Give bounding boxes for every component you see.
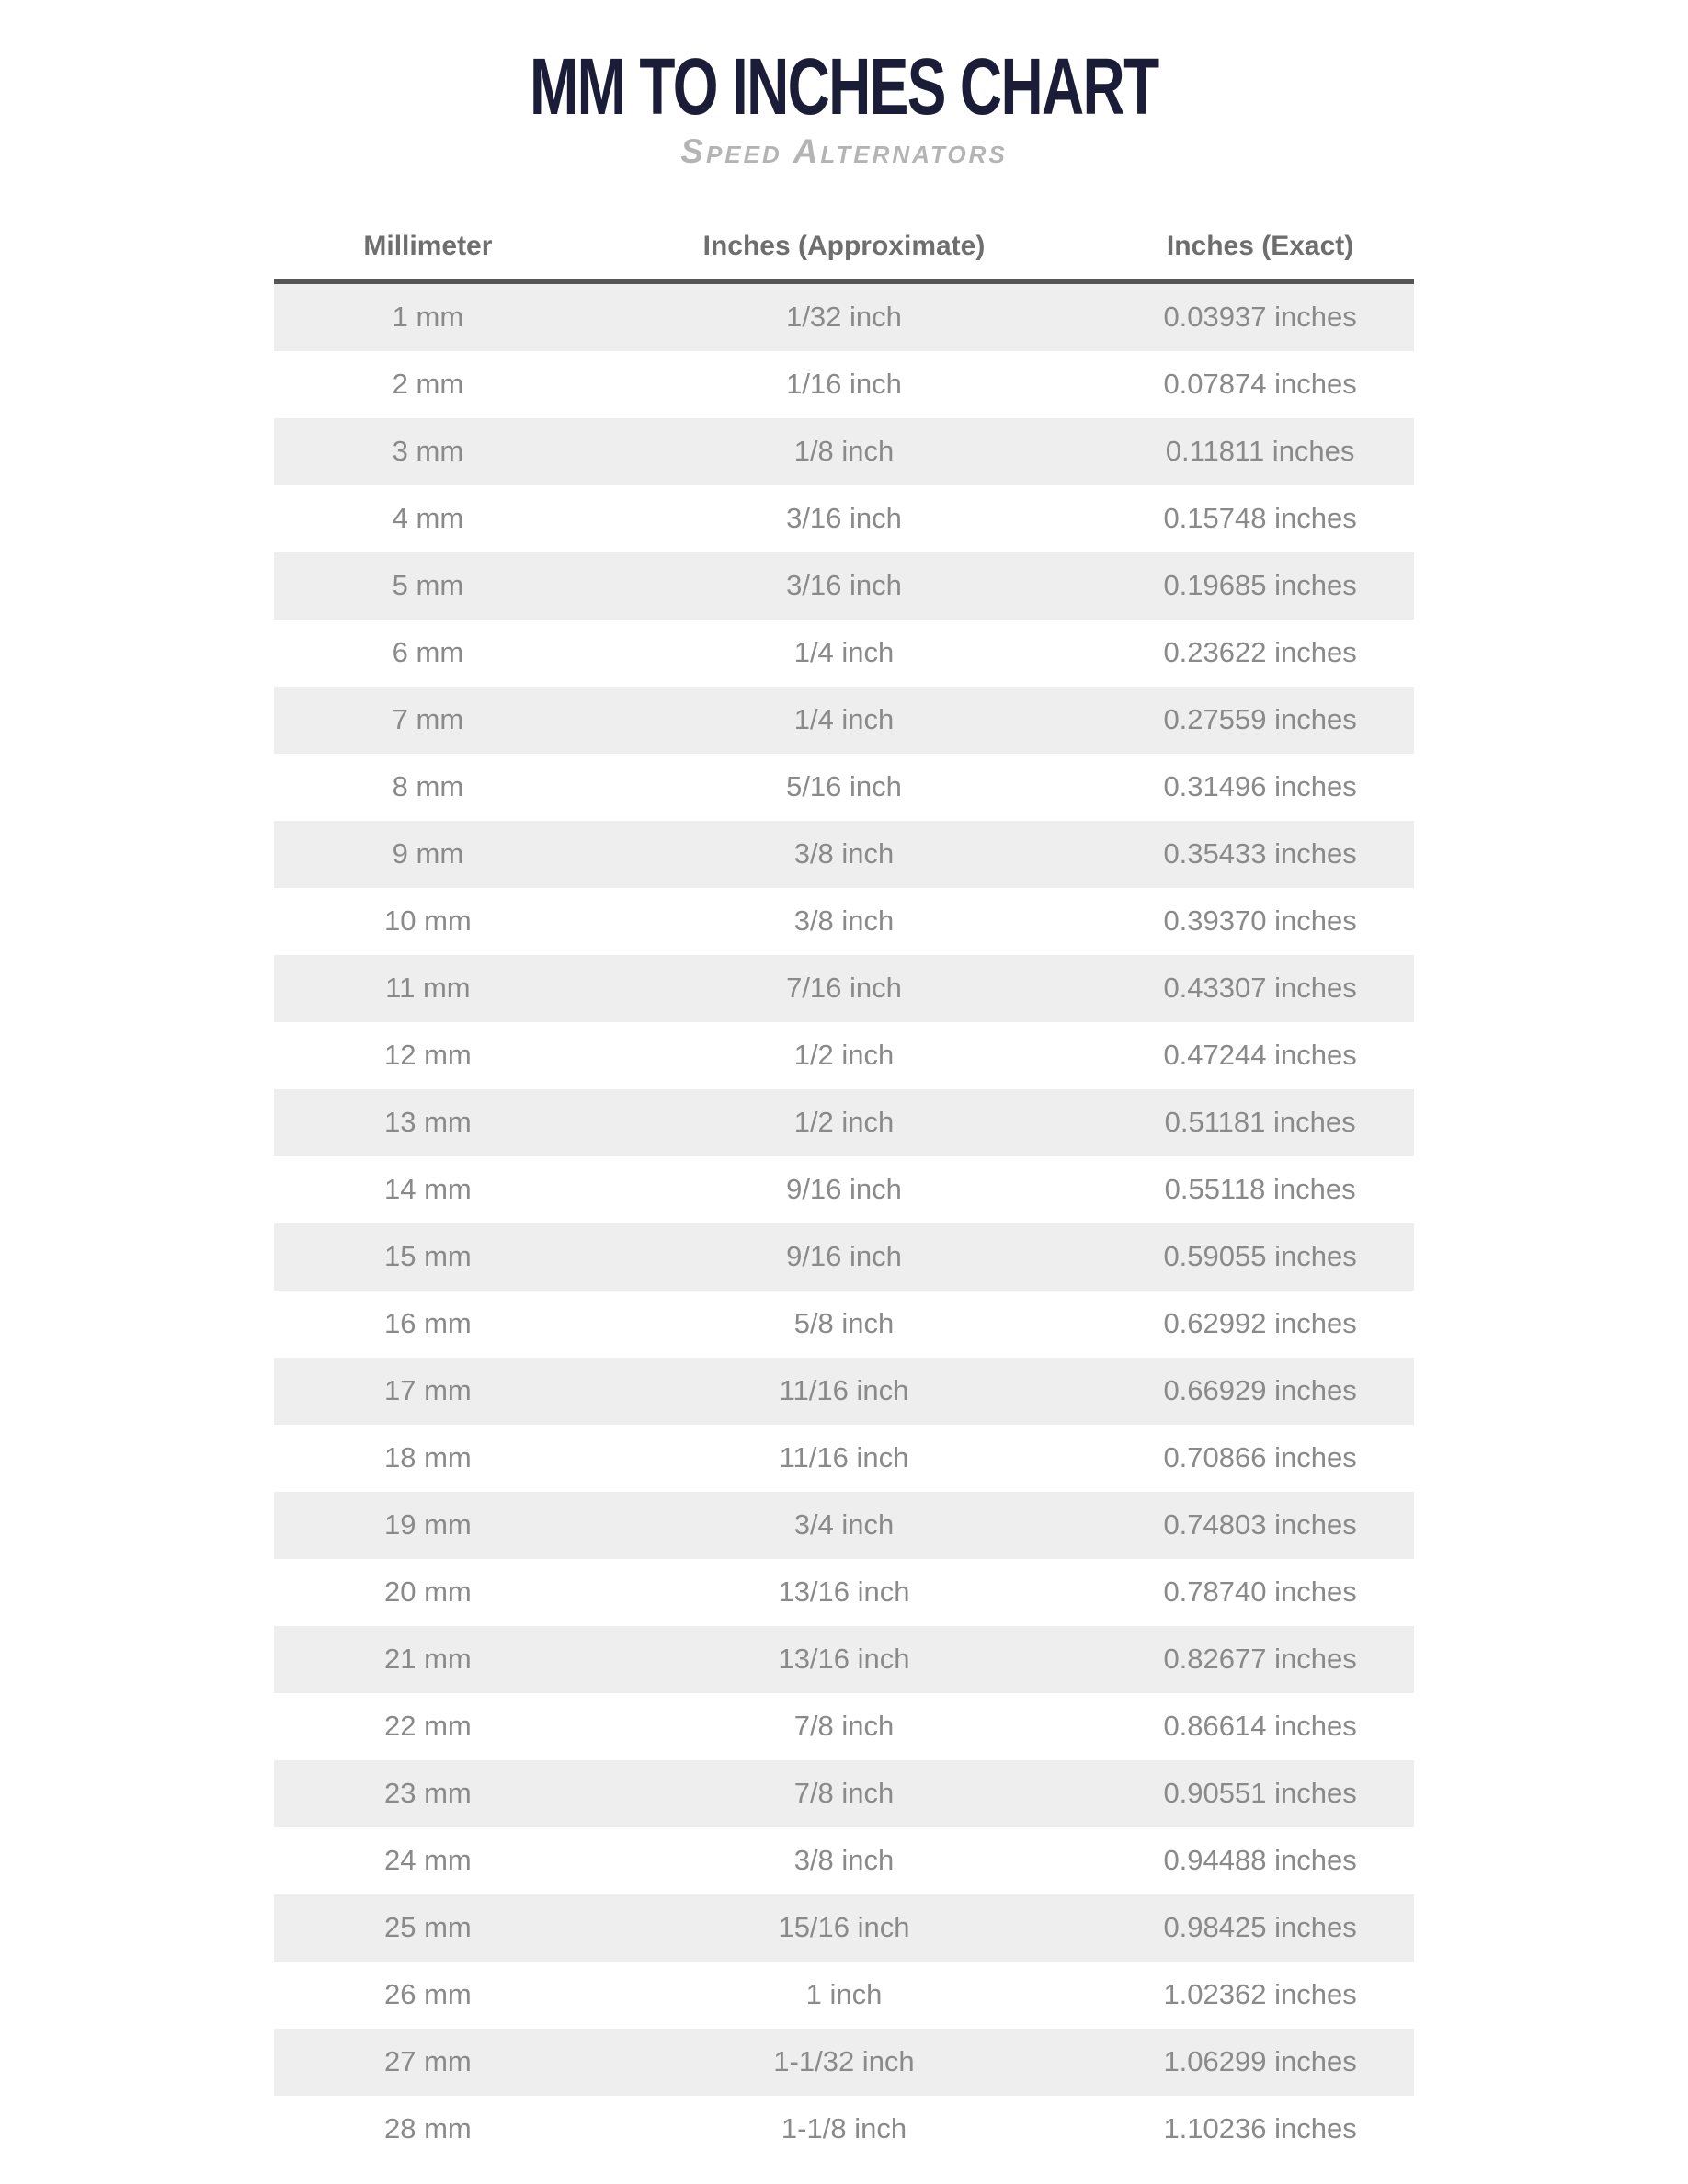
table-body bbox=[274, 284, 1414, 2163]
millimeter-cell: 18 mm bbox=[384, 1441, 472, 1474]
millimeter-cell: 13 mm bbox=[384, 1106, 472, 1139]
inches-approximate-cell: 9/16 inch bbox=[786, 1173, 902, 1206]
table-row bbox=[274, 955, 1414, 1022]
inches-exact-cell: 0.47244 inches bbox=[1163, 1039, 1357, 1072]
millimeter-cell: 24 mm bbox=[384, 1844, 472, 1877]
inches-exact-cell: 0.51181 inches bbox=[1164, 1106, 1356, 1139]
millimeter-cell: 3 mm bbox=[392, 435, 464, 468]
inches-approximate-cell: 3/8 inch bbox=[793, 837, 895, 870]
page-title-text: MM TO INCHES CHART bbox=[530, 40, 1158, 132]
millimeter-cell: 23 mm bbox=[384, 1777, 472, 1810]
inches-approximate-cell: 7/8 inch bbox=[793, 1777, 895, 1810]
table-row bbox=[274, 1156, 1414, 1223]
inches-exact-cell: 0.70866 inches bbox=[1163, 1441, 1357, 1474]
page-subtitle: Speed Alternators bbox=[680, 131, 1008, 170]
inches-exact-cell: 0.62992 inches bbox=[1163, 1307, 1357, 1340]
table-row bbox=[274, 1760, 1414, 1827]
inches-exact-cell: 0.15748 inches bbox=[1163, 502, 1357, 535]
inches-exact-cell: 0.27559 inches bbox=[1163, 703, 1357, 736]
millimeter-cell: 7 mm bbox=[392, 703, 464, 736]
title-block bbox=[0, 0, 1688, 171]
millimeter-cell: 12 mm bbox=[384, 1039, 472, 1072]
column-header-millimeter: Millimeter bbox=[363, 230, 493, 261]
conversion-table bbox=[274, 230, 1414, 2163]
millimeter-cell: 6 mm bbox=[392, 636, 464, 669]
inches-approximate-cell: 9/16 inch bbox=[786, 1240, 902, 1273]
inches-approximate-cell: 1-1/8 inch bbox=[781, 2112, 907, 2145]
inches-exact-cell: 1.06299 inches bbox=[1163, 2045, 1357, 2078]
table-row bbox=[274, 1223, 1414, 1291]
inches-exact-cell: 0.35433 inches bbox=[1163, 837, 1357, 870]
inches-exact-cell: 0.31496 inches bbox=[1163, 770, 1357, 803]
table-row bbox=[274, 1827, 1414, 1894]
table-row bbox=[274, 284, 1414, 351]
inches-exact-cell: 1.10236 inches bbox=[1163, 2112, 1357, 2145]
page-title bbox=[0, 40, 1688, 132]
millimeter-cell: 4 mm bbox=[392, 502, 464, 535]
inches-approximate-cell: 13/16 inch bbox=[778, 1643, 910, 1676]
inches-approximate-cell: 7/8 inch bbox=[793, 1710, 895, 1743]
inches-exact-cell: 0.78740 inches bbox=[1163, 1575, 1357, 1609]
inches-approximate-cell: 3/16 inch bbox=[786, 502, 902, 535]
table-row bbox=[274, 2029, 1414, 2096]
table-row bbox=[274, 687, 1414, 754]
inches-approximate-cell: 15/16 inch bbox=[778, 1911, 910, 1944]
inches-exact-cell: 0.23622 inches bbox=[1163, 636, 1357, 669]
inches-approximate-cell: 3/8 inch bbox=[793, 1844, 895, 1877]
inches-exact-cell: 0.59055 inches bbox=[1163, 1240, 1357, 1273]
inches-exact-cell: 0.66929 inches bbox=[1163, 1374, 1357, 1407]
table-row bbox=[274, 888, 1414, 955]
table-row bbox=[274, 1089, 1414, 1156]
inches-approximate-cell: 5/16 inch bbox=[786, 770, 902, 803]
inches-approximate-cell: 1-1/32 inch bbox=[773, 2045, 915, 2078]
millimeter-cell: 20 mm bbox=[384, 1575, 472, 1609]
table-row bbox=[274, 1425, 1414, 1492]
inches-approximate-cell: 1/4 inch bbox=[793, 703, 895, 736]
column-header-inches-approximate: Inches (Approximate) bbox=[702, 230, 986, 261]
inches-approximate-cell: 1/2 inch bbox=[793, 1106, 895, 1139]
table-header-row bbox=[274, 230, 1414, 284]
millimeter-cell: 21 mm bbox=[384, 1643, 472, 1676]
inches-exact-cell: 1.02362 inches bbox=[1163, 1978, 1357, 2011]
inches-approximate-cell: 1/4 inch bbox=[793, 636, 895, 669]
millimeter-cell: 15 mm bbox=[384, 1240, 472, 1273]
millimeter-cell: 5 mm bbox=[392, 569, 464, 602]
table-row bbox=[274, 485, 1414, 552]
millimeter-cell: 19 mm bbox=[384, 1508, 472, 1541]
millimeter-cell: 16 mm bbox=[384, 1307, 472, 1340]
table-row bbox=[274, 821, 1414, 888]
millimeter-cell: 1 mm bbox=[392, 301, 464, 334]
table-row bbox=[274, 2096, 1414, 2163]
inches-exact-cell: 0.82677 inches bbox=[1163, 1643, 1357, 1676]
table-row bbox=[274, 1962, 1414, 2029]
table-row bbox=[274, 1559, 1414, 1626]
table-row bbox=[274, 1291, 1414, 1358]
inches-exact-cell: 0.55118 inches bbox=[1164, 1173, 1356, 1206]
millimeter-cell: 2 mm bbox=[392, 368, 464, 401]
inches-exact-cell: 0.03937 inches bbox=[1163, 301, 1357, 334]
inches-exact-cell: 0.74803 inches bbox=[1163, 1508, 1357, 1541]
millimeter-cell: 10 mm bbox=[384, 904, 472, 938]
millimeter-cell: 25 mm bbox=[384, 1911, 472, 1944]
millimeter-cell: 9 mm bbox=[392, 837, 464, 870]
inches-exact-cell: 0.94488 inches bbox=[1163, 1844, 1357, 1877]
inches-approximate-cell: 11/16 inch bbox=[779, 1374, 909, 1407]
inches-exact-cell: 0.39370 inches bbox=[1163, 904, 1357, 938]
inches-approximate-cell: 5/8 inch bbox=[793, 1307, 895, 1340]
inches-exact-cell: 0.07874 inches bbox=[1163, 368, 1357, 401]
inches-approximate-cell: 7/16 inch bbox=[786, 972, 902, 1005]
table-row bbox=[274, 1626, 1414, 1693]
millimeter-cell: 27 mm bbox=[384, 2045, 472, 2078]
table-row bbox=[274, 552, 1414, 620]
millimeter-cell: 14 mm bbox=[384, 1173, 472, 1206]
inches-approximate-cell: 1/16 inch bbox=[786, 368, 902, 401]
inches-approximate-cell: 3/8 inch bbox=[793, 904, 895, 938]
table-row bbox=[274, 351, 1414, 418]
inches-approximate-cell: 1/8 inch bbox=[793, 435, 895, 468]
table-row bbox=[274, 1022, 1414, 1089]
table-row bbox=[274, 1492, 1414, 1559]
inches-exact-cell: 0.19685 inches bbox=[1163, 569, 1357, 602]
inches-approximate-cell: 1/2 inch bbox=[793, 1039, 895, 1072]
inches-exact-cell: 0.11811 inches bbox=[1165, 435, 1355, 468]
table-row bbox=[274, 1693, 1414, 1760]
inches-approximate-cell: 1/32 inch bbox=[786, 301, 902, 334]
inches-exact-cell: 0.86614 inches bbox=[1163, 1710, 1357, 1743]
table-row bbox=[274, 418, 1414, 485]
table-row bbox=[274, 1894, 1414, 1962]
millimeter-cell: 8 mm bbox=[392, 770, 464, 803]
millimeter-cell: 11 mm bbox=[385, 972, 471, 1005]
inches-approximate-cell: 1 inch bbox=[805, 1978, 883, 2011]
table-row bbox=[274, 754, 1414, 821]
millimeter-cell: 28 mm bbox=[384, 2112, 472, 2145]
millimeter-cell: 22 mm bbox=[384, 1710, 472, 1743]
inches-approximate-cell: 11/16 inch bbox=[779, 1441, 909, 1474]
millimeter-cell: 26 mm bbox=[384, 1978, 472, 2011]
inches-approximate-cell: 13/16 inch bbox=[778, 1575, 910, 1609]
inches-exact-cell: 0.90551 inches bbox=[1163, 1777, 1357, 1810]
inches-exact-cell: 0.98425 inches bbox=[1163, 1911, 1357, 1944]
table-row bbox=[274, 1358, 1414, 1425]
column-header-inches-exact: Inches (Exact) bbox=[1166, 230, 1354, 261]
table-row bbox=[274, 620, 1414, 687]
inches-approximate-cell: 3/4 inch bbox=[793, 1508, 895, 1541]
millimeter-cell: 17 mm bbox=[384, 1374, 472, 1407]
inches-exact-cell: 0.43307 inches bbox=[1163, 972, 1357, 1005]
inches-approximate-cell: 3/16 inch bbox=[786, 569, 902, 602]
